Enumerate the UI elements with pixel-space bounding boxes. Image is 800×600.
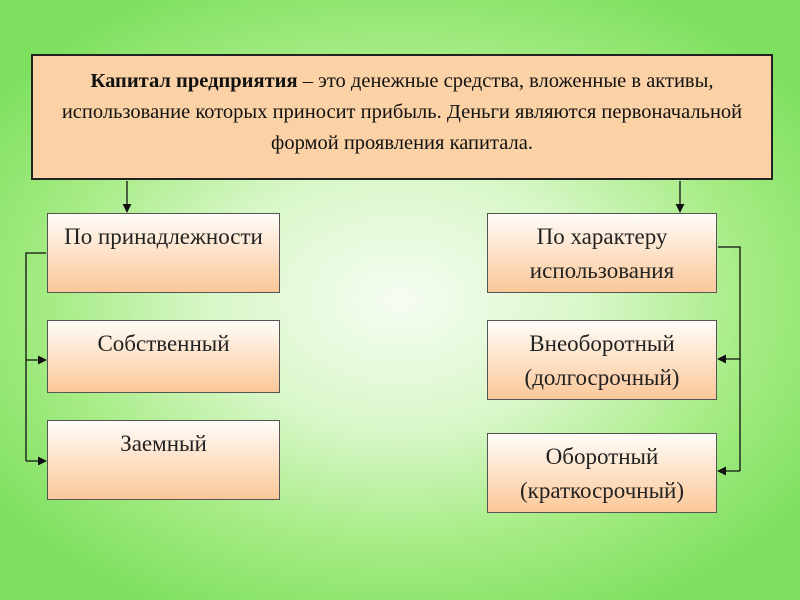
current-capital-label: Оборотный (краткосрочный) bbox=[520, 444, 684, 503]
own-capital-label: Собственный bbox=[97, 331, 230, 356]
usage-label: По характеру использования bbox=[529, 224, 675, 283]
definition-term: Капитал предприятия bbox=[90, 70, 298, 92]
ownership-label: По принадлежности bbox=[64, 224, 263, 249]
left-bracket bbox=[26, 253, 46, 461]
non-current-capital-label: Внеоборотный (долгосрочный) bbox=[524, 331, 680, 390]
borrowed-capital-label: Заемный bbox=[120, 431, 207, 456]
definition-text: – это денежные средства, вложенные в активы, использование которых приносит прибыль. Деньги являются первоначальной формой проявления капитала. bbox=[61, 70, 743, 154]
